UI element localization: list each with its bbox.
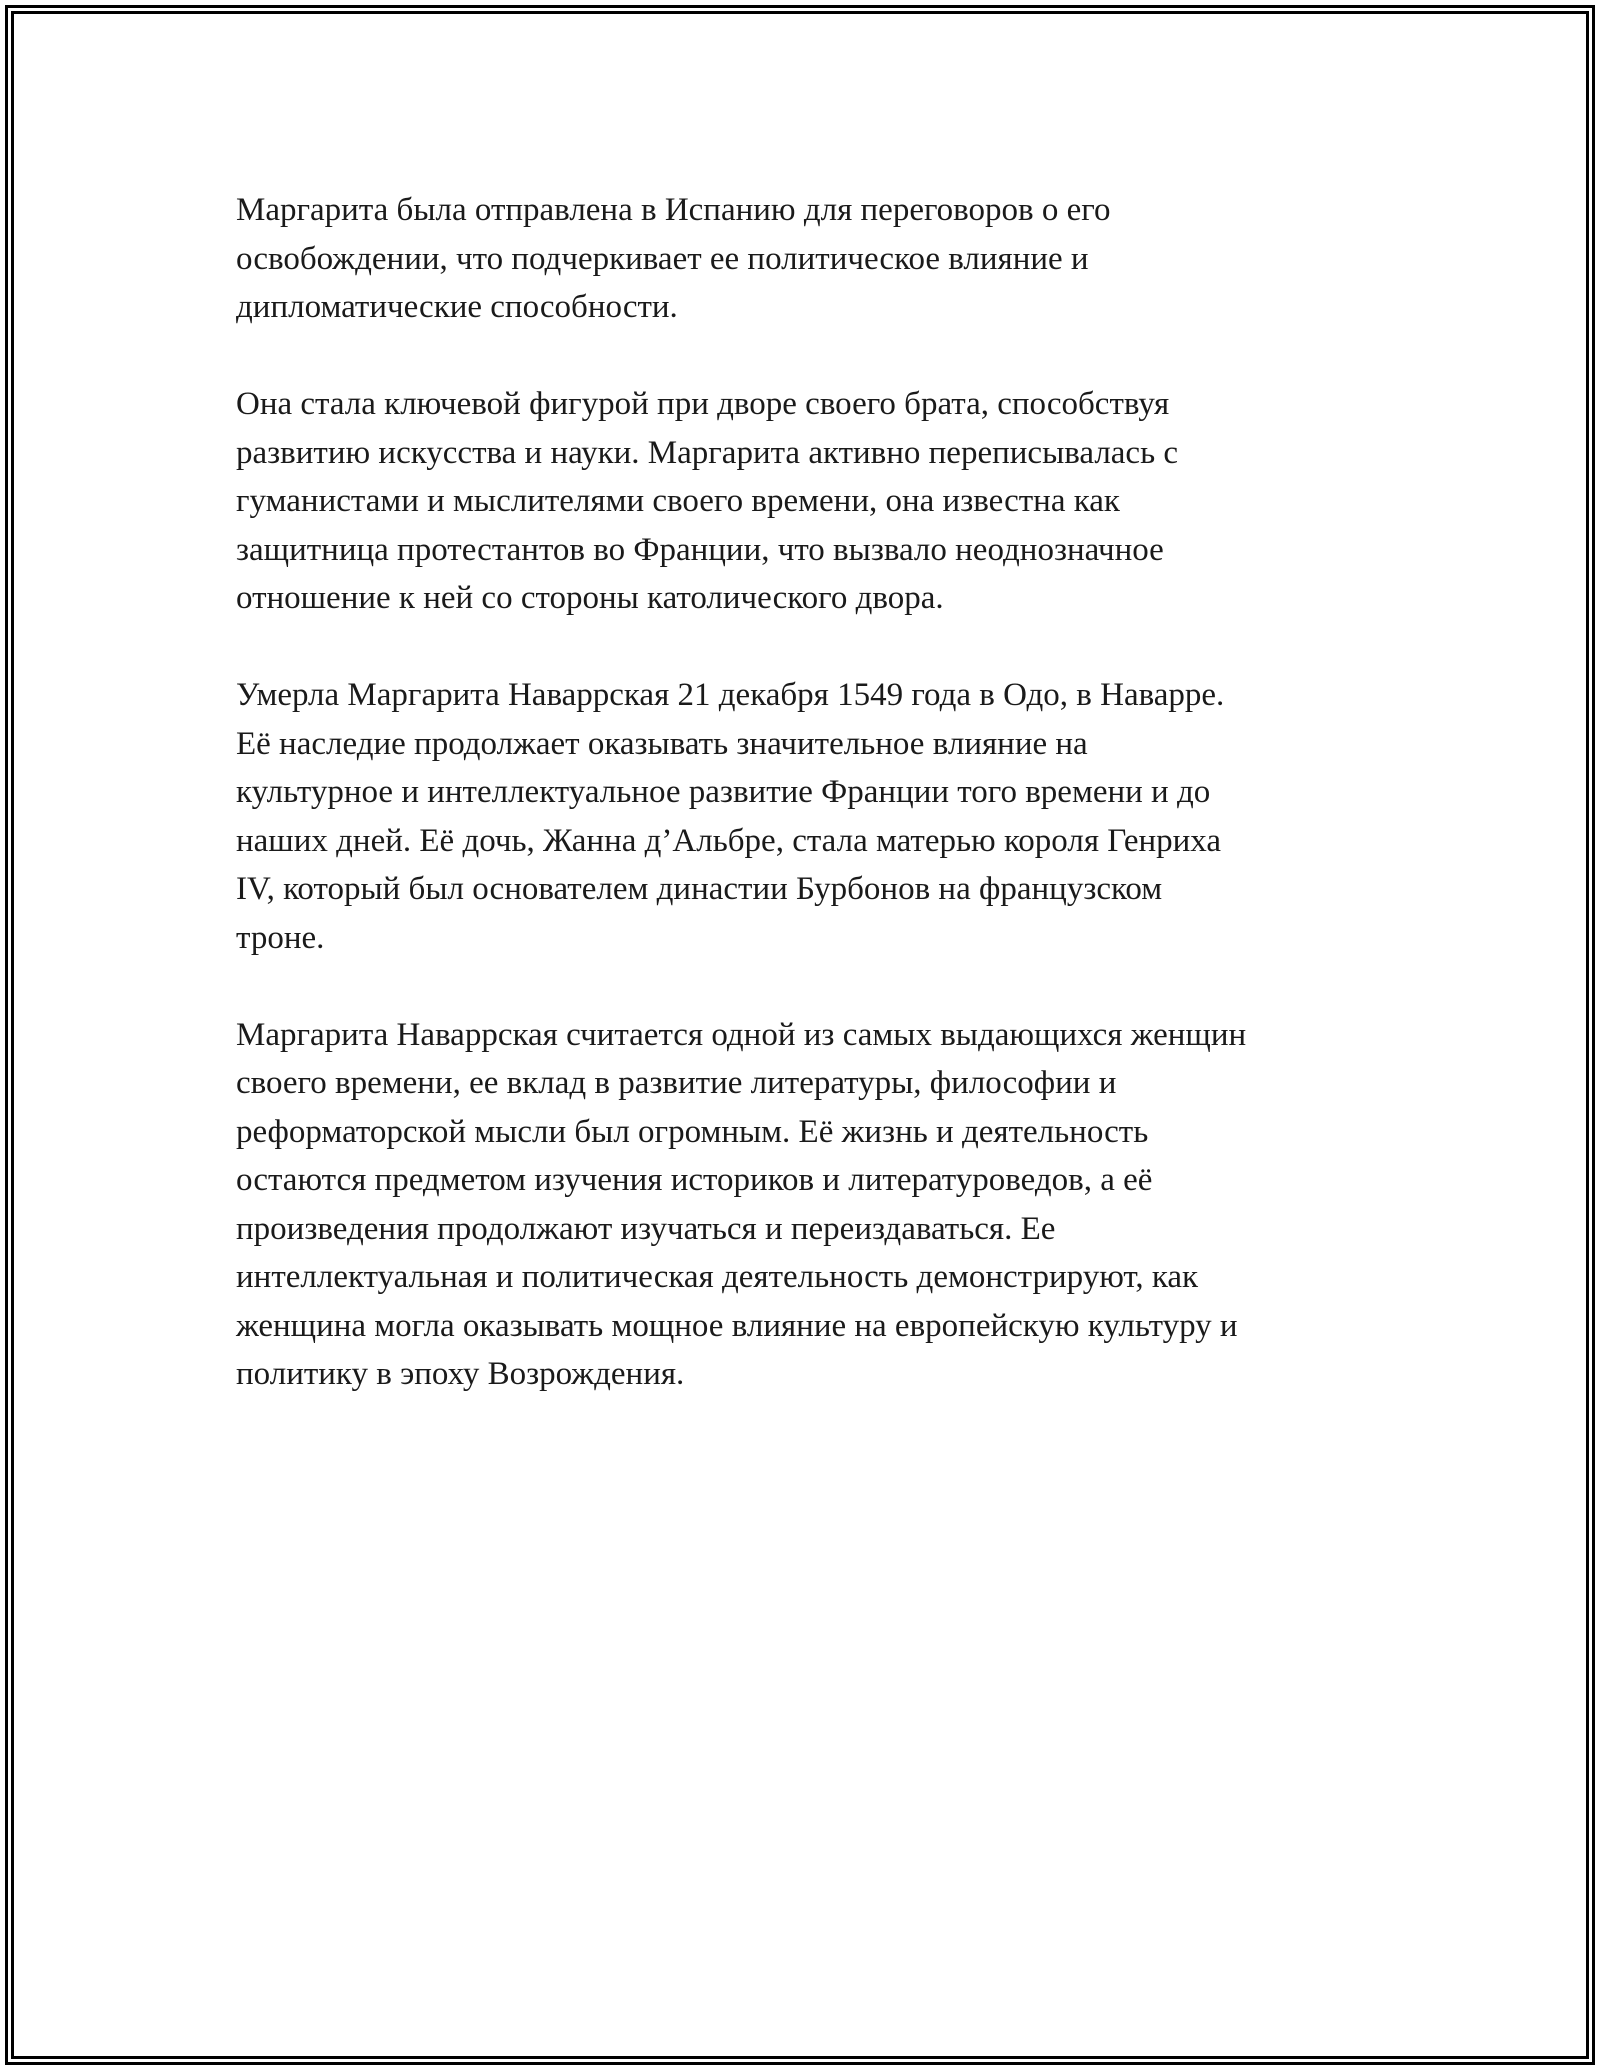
paragraph-spain-negotiations: Маргарита была отправлена в Испанию для переговоров о его освобождении, что подчеркивает ее политическое влияние и дипломатические способности. (236, 192, 1111, 325)
paragraph-death-legacy: Умерла Маргарита Наваррская 21 декабря 1549 года в Одо, в Наварре. Её наследие продолжает оказывать значительное влияние на культурное и интеллектуальное развитие Франции того времени и до наших дней. Её дочь, Жанна д’Альбре, стала матерью короля Генриха IV, который был основателем династии Бурбонов на французском троне. (236, 677, 1225, 956)
document-body (236, 186, 1386, 1447)
paragraph-court-role: Она стала ключевой фигурой при дворе своего брата, способствуя развитию искусства и науки. Маргарита активно переписывалась с гуманистами и мыслителями своего времени, она известна как защитница протестантов во Франции, что вызвало неоднозначное отношение к ней со стороны католического двора. (236, 386, 1179, 616)
paragraph-significance: Маргарита Наваррская считается одной из самых выдающихся женщин своего времени, ее вклад в развитие литературы, философии и реформаторской мысли был огромным. Её жизнь и деятельность остаются предметом изучения историков и литературоведов, а её произведения продолжают изучаться и переиздаваться. Ее интеллектуальная и политическая деятельность демонстрируют, как женщина могла оказывать мощное влияние на европейскую культуру и политику в эпоху Возрождения. (236, 1016, 1247, 1392)
